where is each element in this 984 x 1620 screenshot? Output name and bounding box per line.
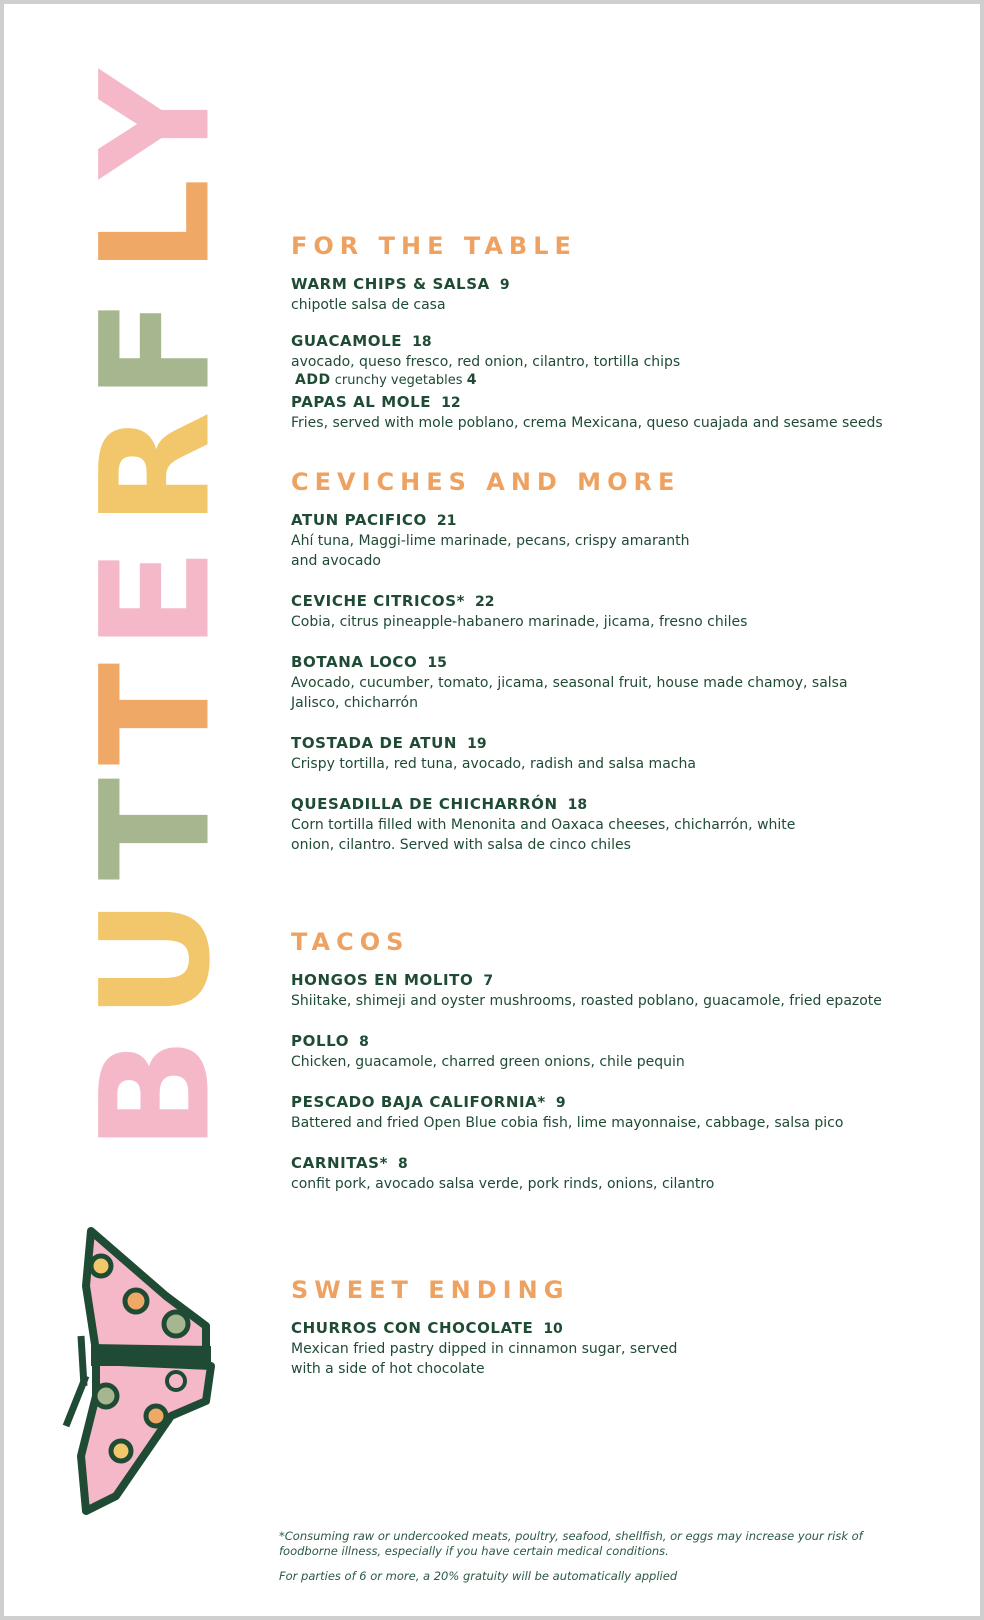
item-name: HONGOS EN MOLITO bbox=[291, 971, 474, 989]
raw-food-disclaimer: *Consuming raw or undercooked meats, poultry, seafood, shellfish, or eggs may increase your risk of foodborne illness, especially if you have certain medical conditions. bbox=[279, 1529, 863, 1558]
item-description: Ahí tuna, Maggi-lime marinade, pecans, crispy amaranth and avocado bbox=[291, 533, 690, 569]
item-price: 9 bbox=[499, 277, 510, 293]
menu-item bbox=[291, 331, 891, 388]
item-description: Chicken, guacamole, charred green onions, chile pequin bbox=[291, 1054, 685, 1070]
gratuity-note: For parties of 6 or more, a 20% gratuity will be automatically applied bbox=[279, 1569, 678, 1583]
item-description: Cobia, citrus pineapple-habanero marinade, jicama, fresno chiles bbox=[291, 614, 748, 630]
section-tacos bbox=[291, 928, 891, 1214]
menu-item bbox=[291, 1031, 891, 1072]
section-sweet-ending bbox=[291, 1276, 891, 1399]
addon-text: crunchy vegetables bbox=[334, 373, 463, 388]
menu-footer bbox=[279, 1529, 879, 1594]
brand-letter: E bbox=[69, 547, 244, 651]
item-description: Battered and fried Open Blue cobia fish, lime mayonnaise, cabbage, salsa pico bbox=[291, 1115, 844, 1131]
menu-item bbox=[291, 652, 891, 713]
item-name: CHURROS CON CHOCOLATE bbox=[291, 1319, 534, 1337]
item-name: BOTANA LOCO bbox=[291, 653, 418, 671]
item-name: GUACAMOLE bbox=[291, 332, 403, 350]
section-title: SWEET ENDING bbox=[291, 1276, 570, 1304]
item-price: 18 bbox=[567, 797, 588, 813]
brand-letter: T bbox=[69, 777, 244, 881]
brand-letter: L bbox=[69, 178, 244, 274]
menu-item bbox=[291, 510, 711, 571]
brand-letter: T bbox=[69, 662, 244, 766]
item-price: 7 bbox=[483, 973, 494, 989]
brand-letter: R bbox=[69, 411, 244, 527]
item-description: Corn tortilla filled with Menonita and Oaxaca cheeses, chicharrón, white onion, cilantro. Served with salsa de cinco chiles bbox=[291, 817, 796, 853]
item-price: 10 bbox=[543, 1321, 563, 1337]
item-name: POLLO bbox=[291, 1032, 350, 1050]
item-name: WARM CHIPS & SALSA bbox=[291, 275, 490, 293]
item-price: 22 bbox=[475, 594, 495, 610]
item-description: chipotle salsa de casa bbox=[291, 297, 446, 313]
item-description: Shiitake, shimeji and oyster mushrooms, roasted poblano, guacamole, fried epazote bbox=[291, 993, 882, 1009]
menu-item bbox=[291, 1092, 891, 1133]
brand-letter: U bbox=[69, 898, 244, 1020]
brand-letter: Y bbox=[69, 69, 244, 179]
item-description: avocado, queso fresco, red onion, cilantro, tortilla chips bbox=[291, 354, 681, 370]
brand-letter: B bbox=[69, 1036, 244, 1152]
menu-item bbox=[291, 1153, 891, 1194]
section-for-the-table bbox=[291, 232, 891, 453]
menu-item bbox=[291, 970, 891, 1011]
item-description: Mexican fried pastry dipped in cinnamon sugar, served with a side of hot chocolate bbox=[291, 1341, 678, 1377]
menu-item bbox=[291, 274, 891, 315]
brand-letter: F bbox=[69, 297, 244, 401]
menu-item bbox=[291, 733, 891, 774]
section-title: FOR THE TABLE bbox=[291, 232, 577, 260]
item-addon bbox=[295, 372, 891, 388]
item-price: 8 bbox=[398, 1156, 408, 1172]
item-name: ATUN PACIFICO bbox=[291, 511, 427, 529]
item-price: 18 bbox=[412, 334, 432, 350]
addon-label: ADD bbox=[295, 372, 331, 388]
item-price: 8 bbox=[359, 1034, 369, 1050]
item-price: 9 bbox=[555, 1095, 566, 1111]
menu-item bbox=[291, 794, 831, 855]
item-description: Crispy tortilla, red tuna, avocado, radish and salsa macha bbox=[291, 756, 696, 772]
section-ceviches bbox=[291, 468, 891, 875]
item-price: 19 bbox=[467, 736, 487, 752]
item-name: PESCADO BAJA CALIFORNIA* bbox=[291, 1093, 546, 1111]
item-description: confit pork, avocado salsa verde, pork rinds, onions, cilantro bbox=[291, 1176, 715, 1192]
section-title: TACOS bbox=[291, 928, 410, 956]
item-price: 12 bbox=[441, 395, 461, 411]
item-name: CEVICHE CITRICOS* bbox=[291, 592, 466, 610]
item-description: Avocado, cucumber, tomato, jicama, seasonal fruit, house made chamoy, salsa Jalisco, chicharrón bbox=[291, 675, 848, 711]
butterfly-illustration-icon bbox=[56, 1226, 236, 1526]
item-name: QUESADILLA DE CHICHARRÓN bbox=[291, 795, 558, 813]
menu-item bbox=[291, 392, 891, 433]
item-description: Fries, served with mole poblano, crema Mexicana, queso cuajada and sesame seeds bbox=[291, 415, 883, 431]
brand-wordmark bbox=[64, 64, 249, 1174]
item-price: 21 bbox=[436, 513, 457, 529]
item-name: TOSTADA DE ATUN bbox=[291, 734, 458, 752]
menu-item bbox=[291, 1318, 711, 1379]
item-price: 15 bbox=[427, 655, 447, 671]
item-name: PAPAS AL MOLE bbox=[291, 393, 432, 411]
item-name: CARNITAS* bbox=[291, 1154, 389, 1172]
menu-item bbox=[291, 591, 891, 632]
section-title: CEVICHES AND MORE bbox=[291, 468, 681, 496]
addon-price: 4 bbox=[466, 372, 477, 388]
